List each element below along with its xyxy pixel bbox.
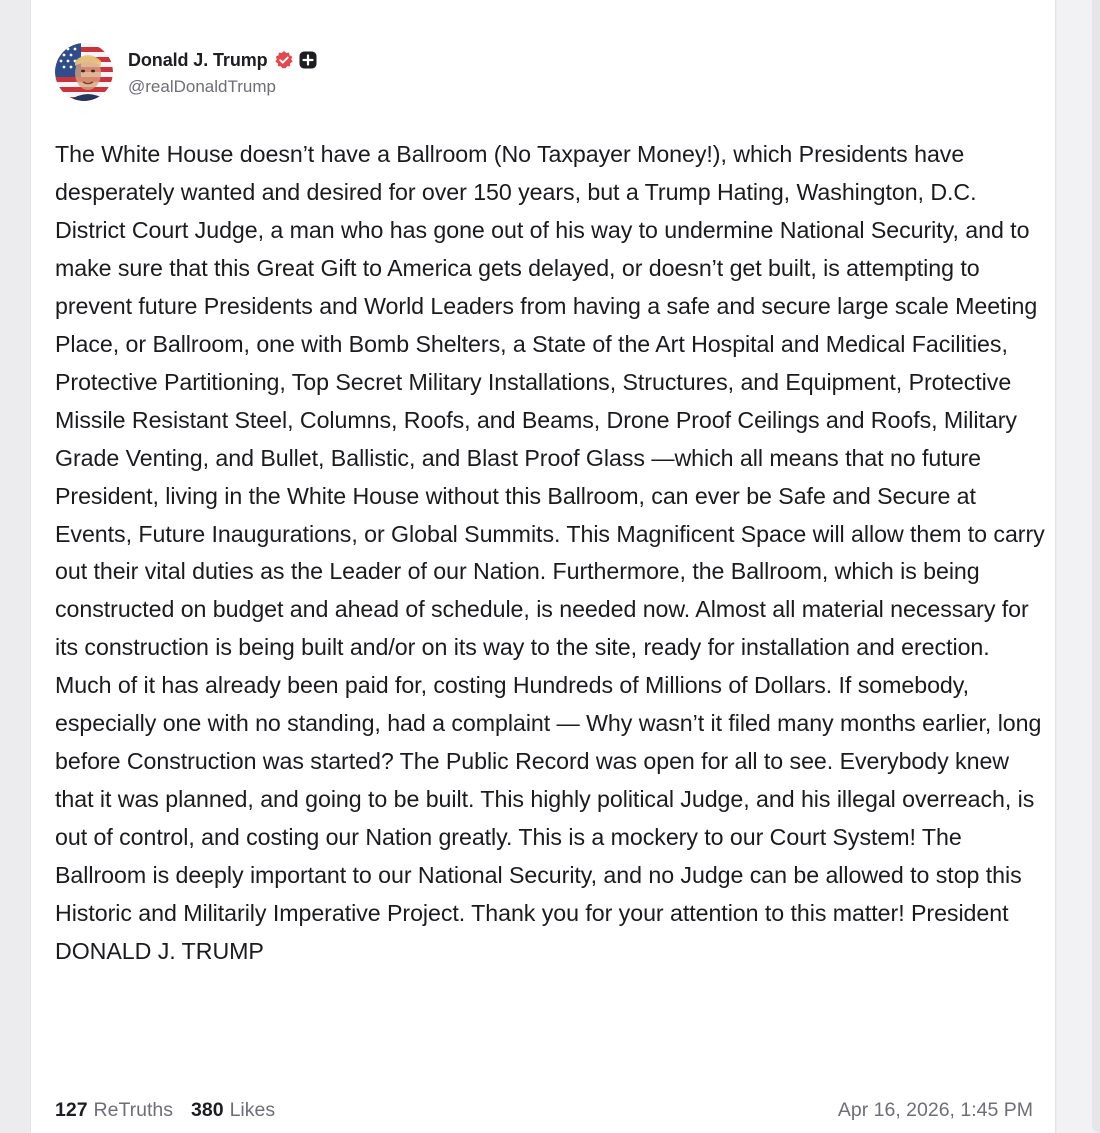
avatar-image [55, 43, 113, 101]
retruths-label: ReTruths [93, 1098, 174, 1121]
post-body-text: The White House doesn’t have a Ballroom (No Taxpayer Money!), which Presidents have desperately wanted and desired for over 150 years, but a Trump Hating, Washington, D.C. District Court Judge, a man who has gone out of his way to undermine National Security, and to make sure that this Great Gift to America gets delayed, or doesn’t get built, is attempting to prevent future Presidents and World Leaders from having a safe and secure large scale Meeting Place, or Ballroom, one with Bomb Shelters, a State of the Art Hospital and Medical Facilities, Protective Partitioning, Top Secret Military Installations, Structures, and Equipment, Protective Missile Resistant Steel, Columns, Roofs, and Beams, Drone Proof Ceilings and Roofs, Military Grade Venting, and Bullet, Ballistic, and Blast Proof Glass —which all means that no future President, living in the White House without this Ballroom, can ever be Safe and Secure at Events, Future Inaugurations, or Global Summits. This Magnificent Space will allow them to carry out their vital duties as the Leader of our Nation. Furthermore, the Ballroom, which is being constructed on budget and ahead of schedule, is needed now. Almost all material necessary for its construction is being built and/or on its way to the site, ready for installation and erection. Much of it has already been paid for, costing Hundreds of Millions of Dollars. If somebody, especially one with no standing, had a complaint — Why wasn’t it filed many months earlier, long before Construction was started? The Public Record was open for all to see. Everybody knew that it was planned, and going to be built. This highly political Judge, and his illegal overreach, is out of control, and costing our Nation greatly. This is a mockery to our Court System! The Ballroom is deeply important to our National Security, and no Judge can be allowed to stop this Historic and Militarily Imperative Project. Thank you for your attention to this matter! President DONALD J. TRUMP [55, 141, 1045, 965]
plus-badge-icon [299, 51, 317, 69]
author-display-name[interactable]: Donald J. Trump [128, 49, 268, 70]
likes-stat[interactable] [191, 1099, 275, 1122]
post-timestamp[interactable]: Apr 16, 2026, 1:45 PM [837, 1098, 1033, 1121]
right-scroll-rail [1057, 0, 1100, 1133]
post-stats [55, 1099, 293, 1122]
post-card [30, 0, 1056, 1133]
verified-badge-icon [274, 50, 294, 70]
avatar[interactable] [55, 43, 113, 101]
retruths-stat[interactable] [55, 1099, 173, 1122]
likes-count: 380 [191, 1098, 224, 1121]
retruths-count: 127 [55, 1098, 88, 1121]
scrollbar-edge[interactable] [1092, 0, 1100, 1133]
author-name-row [128, 47, 317, 73]
author-handle[interactable]: @realDonaldTrump [128, 77, 276, 96]
post-header [55, 42, 317, 102]
likes-label: Likes [229, 1098, 276, 1121]
author-identity [128, 47, 317, 97]
post-footer [55, 1096, 1033, 1124]
